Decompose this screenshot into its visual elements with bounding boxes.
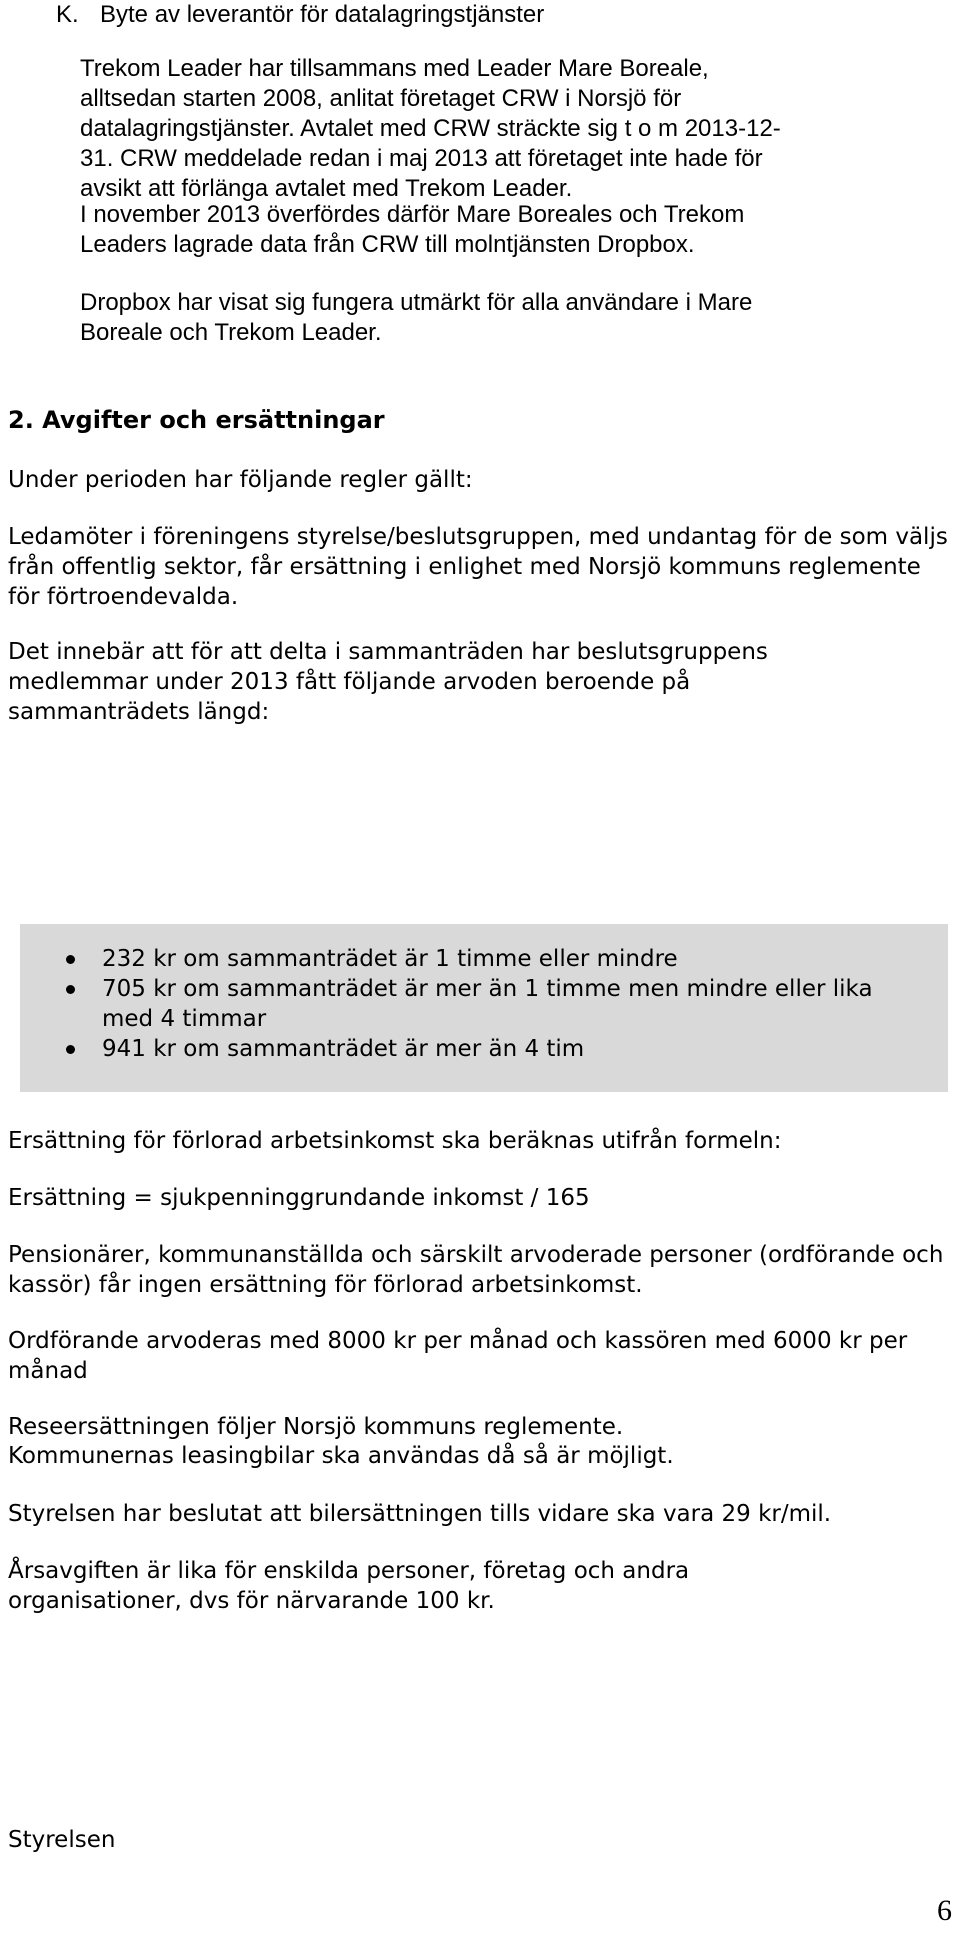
leasing-paragraph: Kommunernas leasingbilar ska användas då så är möjligt. — [8, 1443, 674, 1469]
fee-list-item: 941 kr om sammanträdet är mer än 4 tim — [20, 1034, 922, 1064]
fee-list — [20, 944, 948, 1064]
section-k-paragraph-3: Dropbox har visat sig fungera utmärkt för alla användare i Mare Boreale och Trekom Leader. — [80, 289, 753, 346]
formula-intro-paragraph: Ersättning för förlorad arbetsinkomst ska beräknas utifrån formeln: — [8, 1128, 782, 1154]
section-2-intro: Under perioden har följande regler gällt: — [8, 467, 473, 493]
fee-list-item: 232 kr om sammanträdet är 1 timme eller mindre — [20, 944, 922, 974]
fee-list-item: 705 kr om sammanträdet är mer än 1 timme men mindre eller lika med 4 timmar — [20, 974, 922, 1034]
section-k-paragraph-2: I november 2013 överfördes därför Mare Boreales och Trekom Leaders lagrade data från CRW till molntjänsten Dropbox. — [80, 201, 745, 258]
section-k-number: K. — [56, 1, 79, 28]
mileage-paragraph: Styrelsen har beslutat att bilersättningen tills vidare ska vara 29 kr/mil. — [8, 1501, 832, 1527]
arvoden-intro-paragraph: Det innebär att för att delta i sammanträden har beslutsgruppens medlemmar under 2013 fått följande arvoden beroende på sammanträdets längd: — [8, 639, 768, 725]
fee-list-box — [20, 924, 948, 1092]
page-number: 6 — [937, 1894, 952, 1927]
chair-fee-paragraph: Ordförande arvoderas med 8000 kr per månad och kassören med 6000 kr per månad — [8, 1328, 908, 1384]
section-k-title: Byte av leverantör för datalagringstjänster — [100, 1, 545, 28]
section-k-paragraph-1: Trekom Leader har tillsammans med Leader Mare Boreale, alltsedan starten 2008, anlitat företaget CRW i Norsjö för datalagringstjänster. Avtalet med CRW sträckte sig t o m 2013-12-31. CRW meddelade redan i maj 2013 att företaget inte hade för avsikt att förlänga avtalet med Trekom Leader. — [80, 55, 781, 202]
pensioners-paragraph: Pensionärer, kommunanställda och särskilt arvoderade personer (ordförande och kassör) får ingen ersättning för förlorad arbetsinkomst. — [8, 1242, 944, 1298]
signature: Styrelsen — [8, 1827, 116, 1853]
section-k-heading — [56, 0, 544, 30]
ledamoter-paragraph: Ledamöter i föreningens styrelse/beslutsgruppen, med undantag för de som väljs från offentlig sektor, får ersättning i enlighet med Norsjö kommuns reglemente för förtroendevalda. — [8, 524, 948, 610]
bullet-icon — [66, 985, 75, 994]
bullet-icon — [66, 1045, 75, 1054]
section-2-title: 2. Avgifter och ersättningar — [8, 406, 385, 434]
annual-fee-paragraph: Årsavgiften är lika för enskilda personer, företag och andra organisationer, dvs för närvarande 100 kr. — [8, 1558, 690, 1614]
formula-paragraph: Ersättning = sjukpenninggrundande inkomst / 165 — [8, 1185, 590, 1211]
bullet-icon — [66, 955, 75, 964]
travel-paragraph: Reseersättningen följer Norsjö kommuns reglemente. — [8, 1414, 624, 1440]
